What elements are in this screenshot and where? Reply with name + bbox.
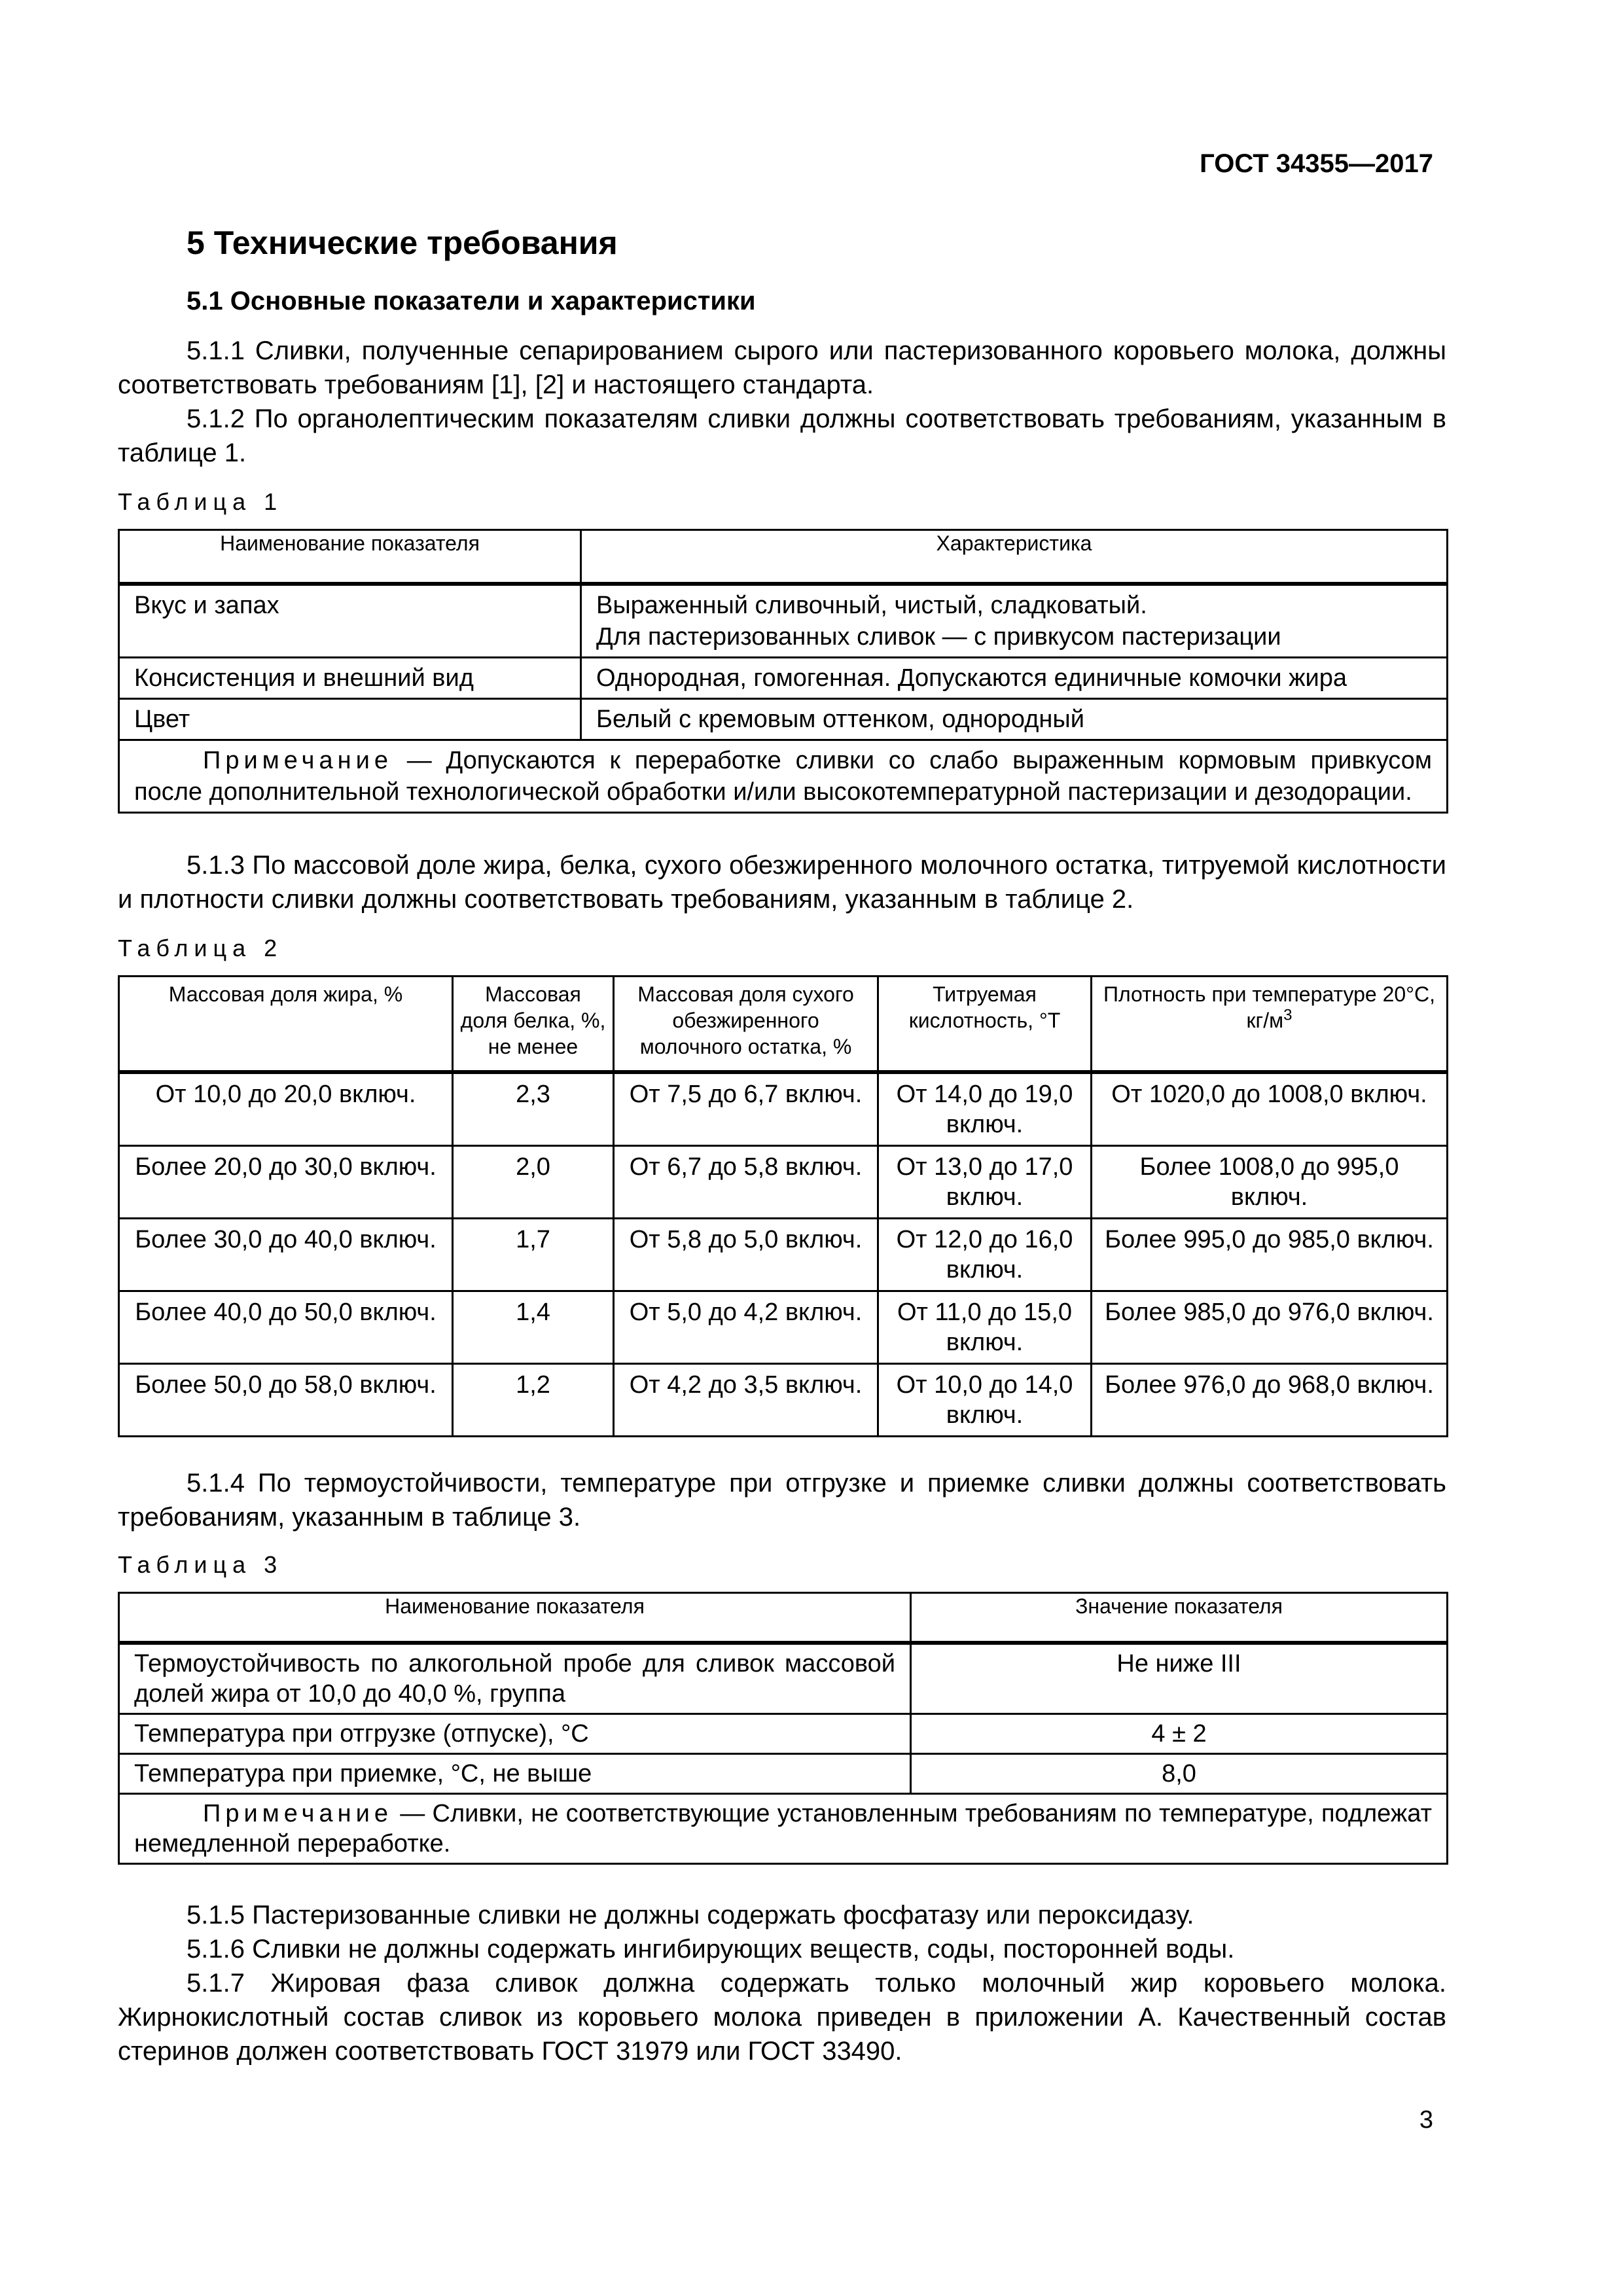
- table1-cell-name: Цвет: [119, 699, 581, 740]
- table-row: [119, 1364, 1448, 1437]
- table2-cell: Более 40,0 до 50,0 включ.: [119, 1291, 453, 1364]
- table1-cell-name: Консистенция и внешний вид: [119, 658, 581, 699]
- table-row: [119, 1754, 1448, 1794]
- table-row: [119, 1714, 1448, 1754]
- paragraph-5-1-5: 5.1.5 Пастеризованные сливки не должны содержать фосфатазу или пероксидазу.: [187, 1901, 1194, 1929]
- paragraph-5-1-3: 5.1.3 По массовой доле жира, белка, сухого обезжиренного молочного остатка, титруемой кислотности и плотности сливки должны соответствовать требованиям, указанным в таблице 2.: [118, 851, 1446, 914]
- table2-cell: Более 976,0 до 968,0 включ.: [1092, 1364, 1448, 1437]
- table1-value-line: Выраженный сливочный, чистый, сладковатый.: [596, 592, 1147, 619]
- table2-header-acidity: Титруемая кислотность, °Т: [878, 977, 1092, 1073]
- table2-cell: Более 20,0 до 30,0 включ.: [119, 1146, 453, 1219]
- paragraph-5-1-6: 5.1.6 Сливки не должны содержать ингибирующих веществ, соды, посторонней воды.: [187, 1935, 1235, 1964]
- table3-cell-value: 4 ± 2: [911, 1714, 1448, 1754]
- table3-header-value: Значение показателя: [911, 1593, 1448, 1643]
- density-header-sup: 3: [1283, 1006, 1293, 1024]
- table2-cell: От 12,0 до 16,0 включ.: [878, 1219, 1092, 1291]
- table2-cell: Более 30,0 до 40,0 включ.: [119, 1219, 453, 1291]
- table2-cell: От 6,7 до 5,8 включ.: [614, 1146, 878, 1219]
- table-2: [118, 975, 1448, 1437]
- table-row: [119, 1643, 1448, 1714]
- table-row: [119, 1219, 1448, 1291]
- table2-cell: От 4,2 до 3,5 включ.: [614, 1364, 878, 1437]
- note-label: Примечание: [203, 747, 393, 774]
- table2-label: Таблица 2: [118, 935, 283, 961]
- table-note-row: [119, 740, 1448, 813]
- table2-cell: 1,2: [453, 1364, 614, 1437]
- table1-cell-name: Вкус и запах: [119, 584, 581, 658]
- table2-cell: 1,7: [453, 1219, 614, 1291]
- table-row: [119, 1072, 1448, 1146]
- subsection-title: 5.1 Основные показатели и характеристики: [187, 287, 756, 315]
- table2-cell: От 1020,0 до 1008,0 включ.: [1092, 1072, 1448, 1146]
- table1-header-characteristic: Характеристика: [581, 530, 1448, 584]
- table-row: [119, 1291, 1448, 1364]
- table3-header-name: Наименование показателя: [119, 1593, 911, 1643]
- table1-note: [119, 740, 1448, 813]
- note-text: — Допускаются к переработке сливки со слабо выраженным кормовым привкусом после дополнительной технологической обработки и/или высокотемпературной пастеризации и дезодорации.: [134, 747, 1432, 806]
- table2-cell: Более 50,0 до 58,0 включ.: [119, 1364, 453, 1437]
- table3-cell-value: Не ниже III: [911, 1643, 1448, 1714]
- table2-cell: От 11,0 до 15,0 включ.: [878, 1291, 1092, 1364]
- table3-cell-value: 8,0: [911, 1754, 1448, 1794]
- table-3: [118, 1592, 1448, 1865]
- table2-cell: От 5,0 до 4,2 включ.: [614, 1291, 878, 1364]
- table2-header-protein: Массовая доля белка, %, не менее: [453, 977, 614, 1073]
- table1-label: Таблица 1: [118, 488, 283, 515]
- table2-cell: Более 985,0 до 976,0 включ.: [1092, 1291, 1448, 1364]
- table2-cell: От 13,0 до 17,0 включ.: [878, 1146, 1092, 1219]
- table-row: [119, 699, 1448, 740]
- table1-header-name: Наименование показателя: [119, 530, 581, 584]
- table2-cell: От 14,0 до 19,0 включ.: [878, 1072, 1092, 1146]
- table-row: [119, 1146, 1448, 1219]
- density-header-text: Плотность при температуре 20°С, кг/м: [1103, 982, 1435, 1032]
- table2-cell: От 10,0 до 14,0 включ.: [878, 1364, 1092, 1437]
- table1-cell-value: Белый с кремовым оттенком, однородный: [581, 699, 1448, 740]
- table2-header-fat: Массовая доля жира, %: [119, 977, 453, 1073]
- table3-cell-name: Термоустойчивость по алкогольной пробе для сливок массовой долей жира от 10,0 до 40,0 %, группа: [119, 1643, 911, 1714]
- table3-note: [119, 1794, 1448, 1864]
- table2-cell: От 5,8 до 5,0 включ.: [614, 1219, 878, 1291]
- table-row: [119, 584, 1448, 658]
- table3-cell-name: Температура при приемке, °С, не выше: [119, 1754, 911, 1794]
- paragraph-5-1-2: 5.1.2 По органолептическим показателям сливки должны соответствовать требованиям, указанным в таблице 1.: [118, 404, 1446, 467]
- note-text: — Сливки, не соответствующие установленным требованиям по температуре, подлежат немедленной переработке.: [134, 1800, 1432, 1857]
- table2-cell: 1,4: [453, 1291, 614, 1364]
- table2-cell: 2,0: [453, 1146, 614, 1219]
- table2-cell: От 7,5 до 6,7 включ.: [614, 1072, 878, 1146]
- table2-cell: 2,3: [453, 1072, 614, 1146]
- table-note-row: [119, 1794, 1448, 1864]
- paragraph-5-1-1: 5.1.1 Сливки, полученные сепарированием сырого или пастеризованного коровьего молока, должны соответствовать требованиям [1], [2] и настоящего стандарта.: [118, 336, 1446, 399]
- table2-header-density: [1092, 977, 1448, 1073]
- table3-label: Таблица 3: [118, 1551, 283, 1578]
- table2-header-solids: Массовая доля сухого обезжиренного молочного остатка, %: [614, 977, 878, 1073]
- page-number: 3: [1419, 2106, 1433, 2134]
- standard-code: ГОСТ 34355—2017: [1200, 149, 1433, 178]
- table-row: [119, 658, 1448, 699]
- table-1: [118, 529, 1448, 814]
- paragraph-5-1-4: 5.1.4 По термоустойчивости, температуре при отгрузке и приемке сливки должны соответствовать требованиям, указанным в таблице 3.: [118, 1469, 1446, 1532]
- table1-cell-value: Однородная, гомогенная. Допускаются единичные комочки жира: [581, 658, 1448, 699]
- table2-cell: Более 995,0 до 985,0 включ.: [1092, 1219, 1448, 1291]
- table1-value-line: Для пастеризованных сливок — с привкусом пастеризации: [596, 623, 1281, 651]
- table2-cell: От 10,0 до 20,0 включ.: [119, 1072, 453, 1146]
- section-title: 5 Технические требования: [187, 224, 618, 261]
- note-label: Примечание: [203, 1800, 393, 1827]
- table2-cell: Более 1008,0 до 995,0 включ.: [1092, 1146, 1448, 1219]
- table3-cell-name: Температура при отгрузке (отпуске), °С: [119, 1714, 911, 1754]
- paragraph-5-1-7: 5.1.7 Жировая фаза сливок должна содержать только молочный жир коровьего молока. Жирнокислотный состав сливок из коровьего молока приведен в приложении А. Качественный состав стеринов должен соответствовать ГОСТ 31979 или ГОСТ 33490.: [118, 1969, 1446, 2066]
- table1-cell-value: [581, 584, 1448, 658]
